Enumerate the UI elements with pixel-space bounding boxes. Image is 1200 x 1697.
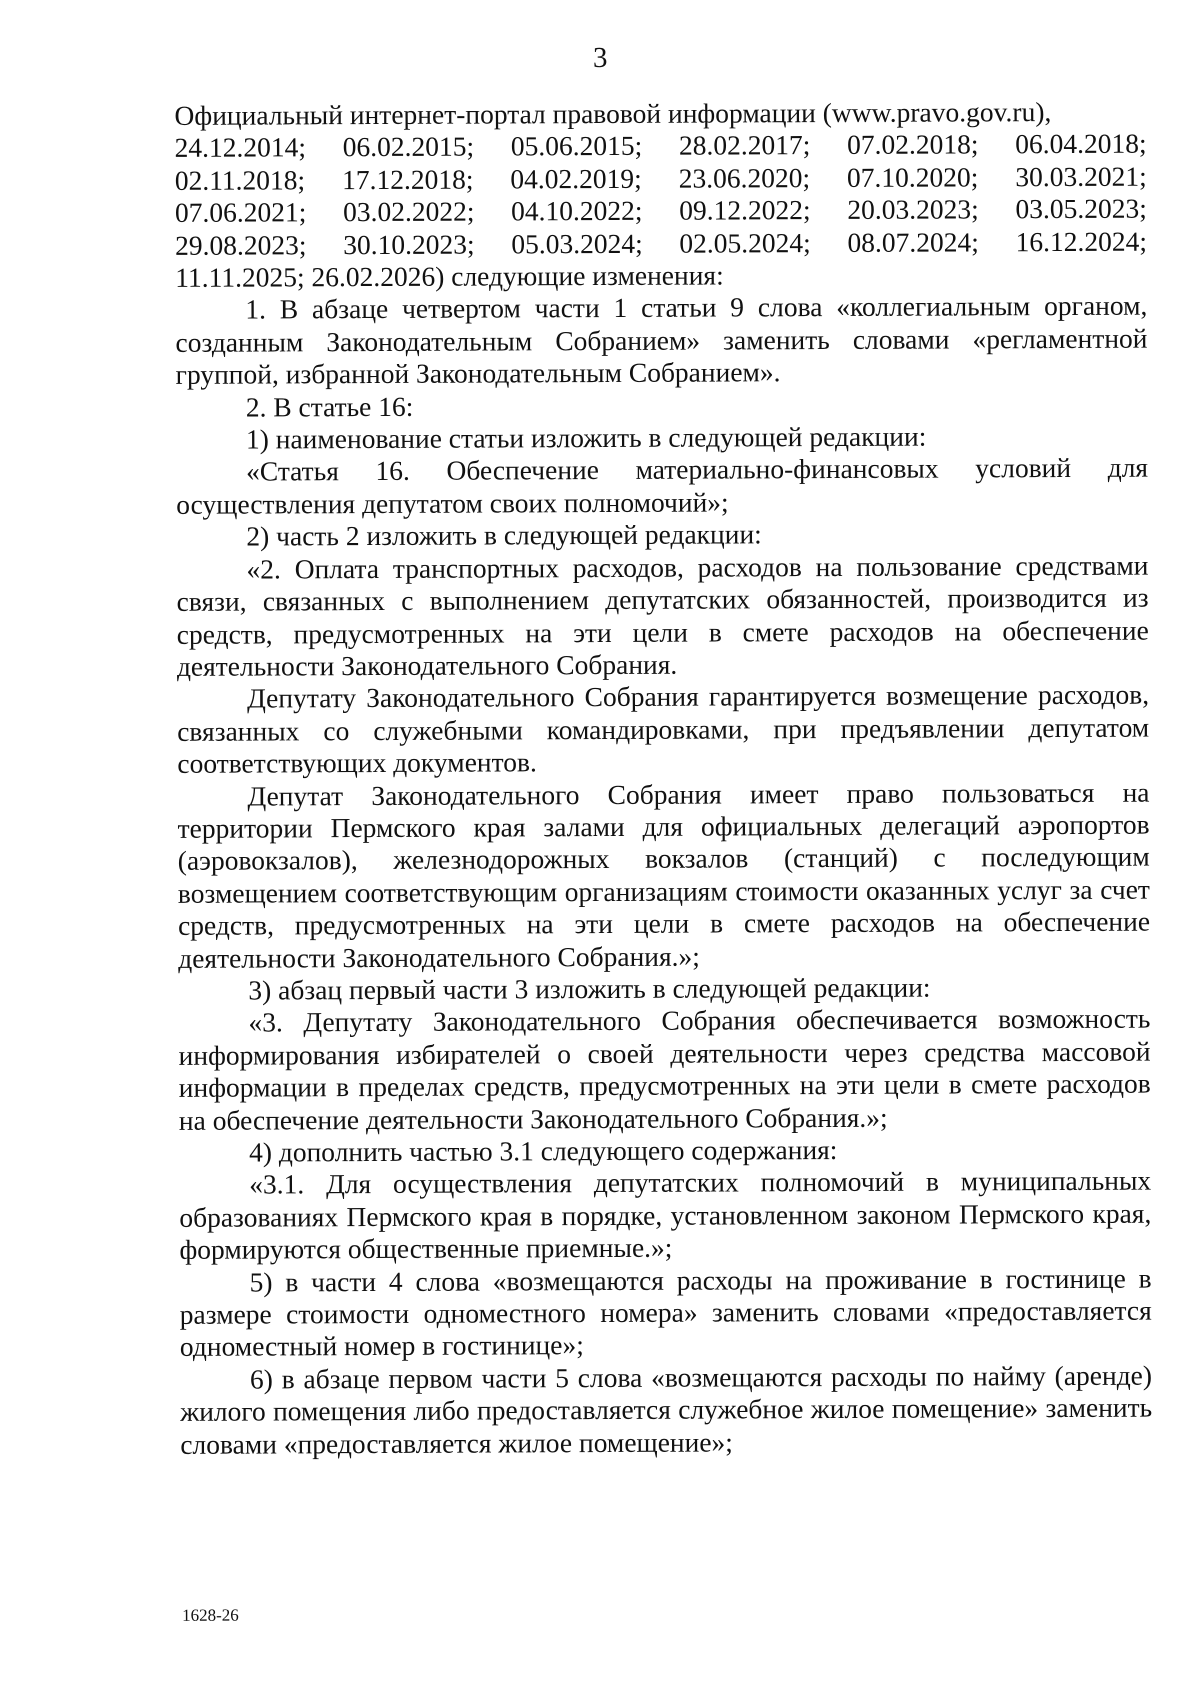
page-number: 3 [592,41,608,75]
document-body [174,96,1152,1461]
publication-date: 30.03.2021; [1015,160,1147,193]
closing-line: 11.11.2025; 26.02.2026) следующие изменения: [175,259,724,293]
publication-date: 23.06.2020; [678,161,811,194]
part-2-paragraph-1: «2. Оплата транспортных расходов, расходов на пользование средствами связи, связанных с выполнением депутатских обязанностей, производится из средств, предусмотренных на эти цели в смете расходов на обеспечение деятельности Законодательного Собрания. [176,549,1149,682]
sub-item-4: 4) дополнить частью 3.1 следующего содержания: [248,1133,838,1168]
publication-date: 04.10.2022; [511,195,643,227]
publication-date: 02.11.2018; [174,164,306,196]
publication-date: 05.03.2024; [511,227,643,260]
publication-date: 07.06.2021; [174,196,307,229]
publication-date: 09.12.2022; [679,194,811,226]
publication-date: 07.10.2020; [846,161,979,193]
amendment-item-2: 2. В статье 16: [245,390,414,423]
publication-date: 04.02.2019; [510,162,642,195]
amendment-item-1: 1. В абзаце четвертом части 1 статьи 9 слова «коллегиальным органом, созданным Законодательным Собранием» заменить словами «регламентной группой, избранной Законодательным Собранием». [175,290,1148,391]
article-16-title: «Статья 16. Обеспечение материально-финансовых условий для осуществления депутатом своих полномочий»; [176,452,1149,520]
publication-date: 29.08.2023; [174,228,307,261]
opening-line: Официальный интернет-портал правовой информации (www.pravo.gov.ru), [174,96,1052,131]
publication-date: 06.02.2015; [342,130,475,163]
date-row [175,193,1147,230]
sub-item-1: 1) наименование статьи изложить в следующей редакции: [245,420,927,455]
publication-date: 07.02.2018; [847,128,979,161]
publication-date: 28.02.2017; [678,129,811,162]
part-3-1-text: «3.1. Для осуществления депутатских полномочий в муниципальных образованиях Пермского края в порядке, установленном законом Пермского края, формируются общественные приемные.»; [179,1165,1152,1266]
publication-date: 30.10.2023; [343,228,475,260]
part-2-paragraph-2: Депутату Законодательного Собрания гарантируется возмещение расходов, связанных со служебными командировками, при предъявлении депутатом соответствующих документов. [177,678,1150,779]
publication-date: 17.12.2018; [342,163,474,195]
part-3-text: «3. Депутату Законодательного Собрания обеспечивается возможность информирования избирателей о своей деятельности через средства массовой информации в пределах средств, предусмотренных на эти цели в смете расходов на обеспечение деятельности Законодательного Собрания.»; [178,1002,1151,1136]
sub-item-3: 3) абзац первый части 3 изложить в следующей редакции: [248,971,931,1006]
sub-item-2: 2) часть 2 изложить в следующей редакции: [246,518,762,552]
sub-item-6: 6) в абзаце первом части 5 слова «возмещаются расходы по найму (аренде) жилого помещения либо предоставляется служебное жилое помещение» заменить словами «предоставляется жилое помещение»; [180,1359,1153,1460]
date-row [175,128,1147,165]
part-2-paragraph-3: Депутат Законодательного Собрания имеет право пользоваться на территории Пермского края залами для официальных делегаций аэропортов (аэровокзалов), железнодорожных вокзалов (станций) с последующим возмещением соответствующим организациям стоимости оказанных услуг за счет средств, предусмотренных на эти цели в смете расходов на обеспечение деятельности Законодательного Собрания.»; [177,776,1151,974]
sub-item-5: 5) в части 4 слова «возмещаются расходы на проживание в гостинице в размере стоимости одноместного номера» заменить словами «предоставляется одноместный номер в гостинице»; [179,1262,1152,1363]
publication-date: 08.07.2024; [847,225,979,258]
publication-date: 02.05.2024; [679,226,811,259]
publication-date: 03.02.2022; [342,195,475,228]
date-row [175,225,1147,262]
publication-date: 16.12.2024; [1015,225,1148,257]
publication-date: 06.04.2018; [1015,128,1147,160]
publication-date: 20.03.2023; [847,193,979,226]
publication-date: 24.12.2014; [174,131,307,164]
publication-date: 03.05.2023; [1015,192,1147,225]
publication-date: 05.06.2015; [510,130,643,162]
date-row [175,160,1147,197]
document-code: 1628-26 [182,1605,239,1625]
